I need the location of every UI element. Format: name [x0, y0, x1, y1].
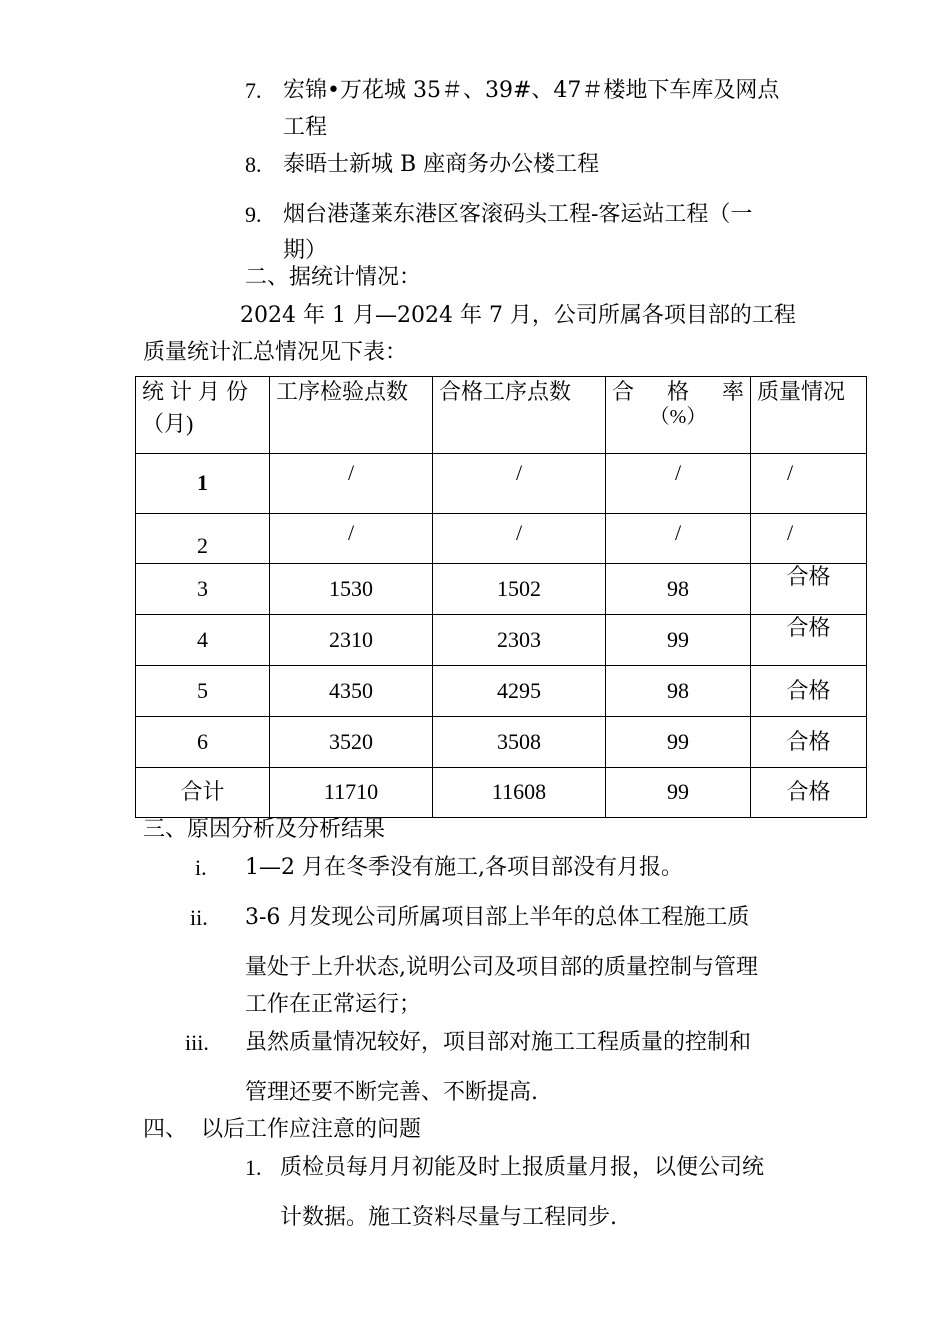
header-quality: 质量情况	[751, 377, 867, 454]
cell-qualified: 2303	[433, 615, 606, 666]
table-total-row	[136, 768, 867, 818]
table-header-row	[136, 377, 867, 454]
cell-month-total: 合计	[136, 768, 270, 818]
cell-month: 5	[136, 666, 270, 717]
cell-inspections: 1530	[270, 564, 433, 615]
section3-item-i-number: i.	[195, 855, 207, 880]
section2-heading: 二、据统计情况：	[245, 265, 422, 290]
cell-qualified-total: 11608	[433, 768, 606, 818]
cell-quality: /	[751, 454, 867, 514]
cell-month: 4	[136, 615, 270, 666]
cell-inspections: /	[270, 454, 433, 514]
header-rate-char1: 合	[612, 379, 635, 404]
cell-month: 1	[136, 454, 270, 514]
header-month	[136, 377, 270, 454]
cell-inspections: 4350	[270, 666, 433, 717]
cell-quality: 合格	[751, 666, 867, 717]
section3-item-iii-number: iii.	[185, 1030, 209, 1055]
header-month-line1: 统计月份	[142, 379, 255, 404]
section3-heading: 三、原因分析及分析结果	[143, 817, 386, 842]
table-row	[136, 615, 867, 666]
section3-item-ii-line3: 工作在正常运行；	[245, 992, 422, 1017]
table-row	[136, 514, 867, 564]
cell-quality-total: 合格	[751, 768, 867, 818]
cell-rate: /	[606, 454, 751, 514]
header-rate-char2: 格	[666, 379, 689, 404]
cell-month: 6	[136, 717, 270, 768]
section3-item-iii-line2: 管理还要不断完善、不断提高.	[245, 1080, 538, 1105]
project-7-title-line2: 工程	[283, 115, 328, 140]
section4-item-1-line1: 质检员每月月初能及时上报质量月报，以便公司统	[280, 1155, 765, 1180]
header-rate	[606, 377, 751, 454]
quality-stats-table	[135, 376, 867, 818]
project-9-number: 9.	[245, 202, 262, 227]
cell-rate-total: 99	[606, 768, 751, 818]
section3-item-ii-line1: 3-6 月发现公司所属项目部上半年的总体工程施工质	[245, 905, 750, 930]
cell-rate: 98	[606, 666, 751, 717]
project-8-number: 8.	[245, 152, 262, 177]
cell-inspections-total: 11710	[270, 768, 433, 818]
cell-quality: 合格	[751, 717, 867, 768]
project-9-title-line2: 期）	[283, 238, 328, 263]
section3-item-ii-number: ii.	[190, 905, 208, 930]
header-month-line2: （月)	[142, 411, 194, 437]
cell-month: 3	[136, 564, 270, 615]
section3-item-iii-line1: 虽然质量情况较好，项目部对施工工程质量的控制和	[245, 1030, 752, 1055]
project-7-number: 7.	[245, 78, 262, 103]
header-rate-unit: （%）	[649, 406, 707, 429]
section4-heading: 四、 以后工作应注意的问题	[143, 1117, 421, 1142]
project-9-title-line1: 烟台港蓬莱东港区客滚码头工程-客运站工程（一	[283, 202, 753, 227]
cell-qualified: 3508	[433, 717, 606, 768]
section4-item-1-line2: 计数据。施工资料尽量与工程同步.	[280, 1205, 617, 1230]
table-row	[136, 666, 867, 717]
cell-inspections: 2310	[270, 615, 433, 666]
project-8-title-line1: 泰晤士新城 B 座商务办公楼工程	[283, 152, 600, 177]
cell-month: 2	[136, 514, 270, 564]
cell-rate: 99	[606, 717, 751, 768]
cell-rate: 98	[606, 564, 751, 615]
cell-quality: 合格	[751, 615, 867, 666]
section2-paragraph-line2: 质量统计汇总情况见下表：	[143, 340, 408, 365]
section4-item-1-number: 1.	[245, 1155, 262, 1180]
cell-inspections: /	[270, 514, 433, 564]
table-row	[136, 717, 867, 768]
cell-qualified: 1502	[433, 564, 606, 615]
header-inspections: 工序检验点数	[270, 377, 433, 454]
section2-paragraph-line1: 2024 年 1 月—2024 年 7 月，公司所属各项目部的工程	[240, 303, 796, 328]
cell-quality: 合格	[751, 564, 867, 615]
header-rate-char3: 率	[721, 379, 744, 404]
cell-qualified: 4295	[433, 666, 606, 717]
cell-qualified: /	[433, 454, 606, 514]
cell-rate: /	[606, 514, 751, 564]
table-row	[136, 454, 867, 514]
section3-item-ii-line2: 量处于上升状态,说明公司及项目部的质量控制与管理	[245, 955, 758, 980]
cell-rate: 99	[606, 615, 751, 666]
cell-inspections: 3520	[270, 717, 433, 768]
section3-item-i-line1: 1—2 月在冬季没有施工,各项目部没有月报。	[245, 855, 683, 880]
cell-quality: /	[751, 514, 867, 564]
project-7-title-line1: 宏锦•万花城 35＃、39#、47＃楼地下车库及网点	[283, 78, 780, 103]
header-qualified: 合格工序点数	[433, 377, 606, 454]
cell-qualified: /	[433, 514, 606, 564]
table-row	[136, 564, 867, 615]
